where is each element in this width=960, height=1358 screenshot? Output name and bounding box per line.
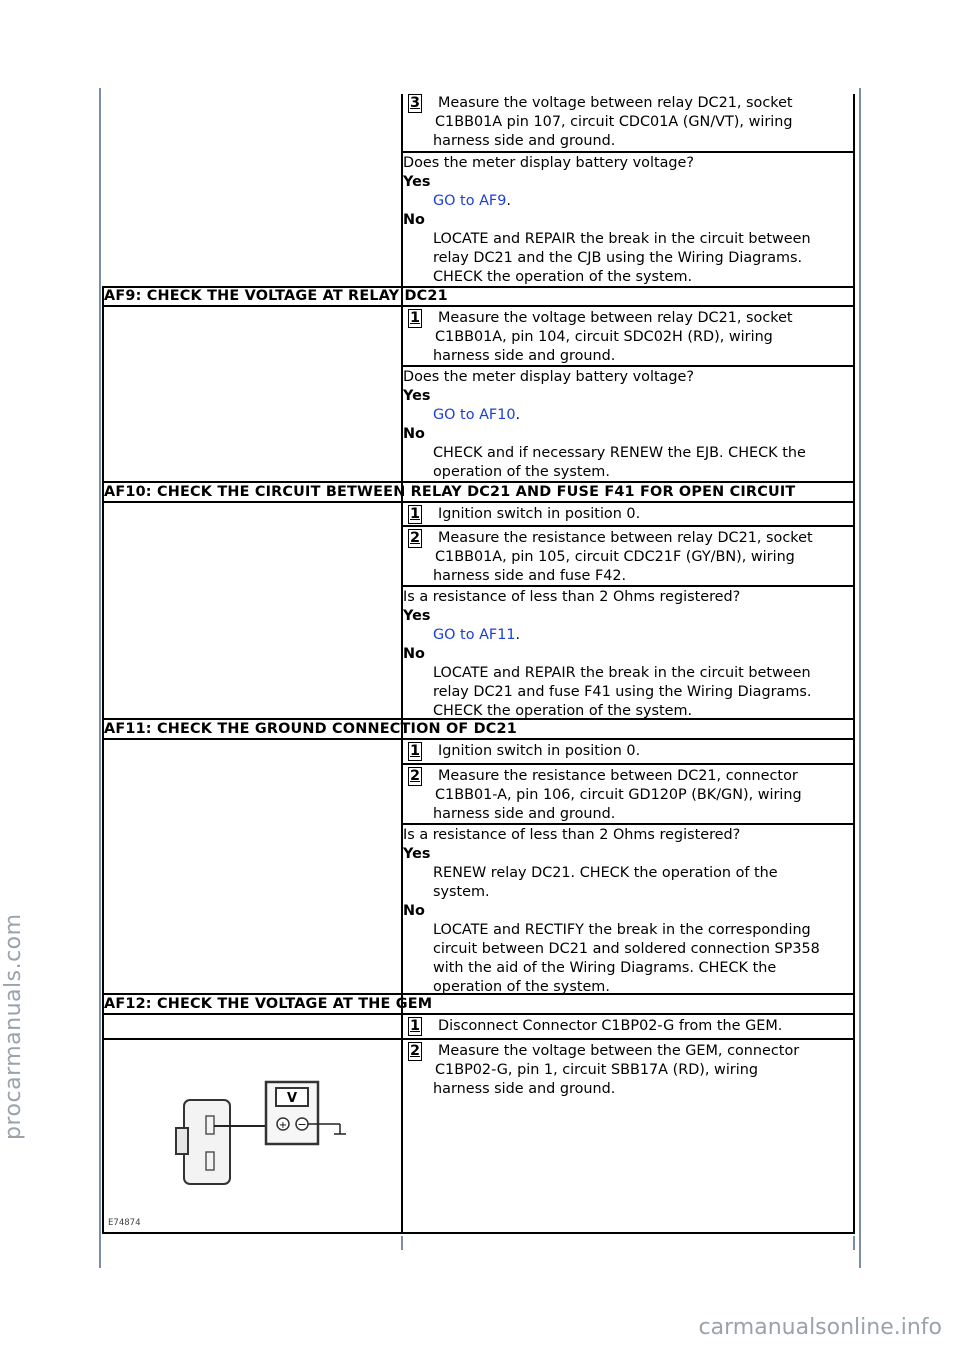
answer-text: relay DC21 and the CJB using the Wiring Diagrams.: [433, 250, 803, 266]
section-title: AF11: CHECK THE GROUND CONNECTION OF DC21: [104, 721, 517, 737]
answer-text: operation of the system.: [433, 979, 610, 995]
no-label: No: [403, 903, 425, 919]
answer-text: operation of the system.: [433, 464, 610, 480]
step-text: harness side and ground.: [433, 348, 616, 364]
watermark-bottom: carmanualsonline.info: [698, 1315, 942, 1340]
af10-step1: [405, 505, 851, 524]
goto-af10-link[interactable]: GO to AF10: [433, 407, 516, 423]
answer-text: with the aid of the Wiring Diagrams. CHECK the: [433, 960, 777, 976]
rule: [102, 1038, 855, 1040]
rule: [102, 1232, 855, 1234]
watermark-side: procarmanuals.com: [1, 913, 26, 1140]
voltmeter-connector-figure: [170, 1078, 360, 1193]
step-number: 1: [410, 1018, 421, 1034]
af9-result: [403, 368, 853, 482]
table-left-border: [102, 286, 104, 1234]
af12-step1: [405, 1017, 851, 1036]
figure-caption: E74874: [108, 1218, 141, 1228]
connector-body: [184, 1100, 230, 1184]
step-text: harness side and ground.: [433, 806, 616, 822]
answer-text: LOCATE and REPAIR the break in the circuit between: [433, 665, 811, 681]
connector-latch: [176, 1128, 188, 1154]
step-text: harness side and ground.: [433, 1081, 616, 1097]
plus-glyph: +: [278, 1120, 288, 1131]
question-text: Does the meter display battery voltage?: [403, 155, 695, 171]
af9-heading-row: [0, 287, 853, 306]
step-number: 2: [410, 768, 421, 784]
section-title: AF10: CHECK THE CIRCUIT BETWEEN RELAY DC21 AND FUSE F41 FOR OPEN CIRCUIT: [104, 484, 796, 500]
af10-step2: [405, 529, 851, 586]
step-text: C1BP02-G, pin 1, circuit SBB17A (RD), wiring: [435, 1062, 758, 1078]
step-number: 1: [410, 310, 421, 326]
step-text: C1BB01A, pin 104, circuit SDC02H (RD), wiring: [435, 329, 773, 345]
af9-step1: [405, 309, 851, 366]
no-label: No: [403, 646, 425, 662]
step-text: Measure the resistance between relay DC21, socket: [438, 530, 813, 546]
af11-step2: [405, 767, 851, 824]
rule: [401, 525, 855, 527]
punct: .: [515, 627, 521, 643]
answer-text: RENEW relay DC21. CHECK the operation of the: [433, 865, 778, 881]
bottom-tick: [853, 1236, 855, 1250]
answer-text: system.: [433, 884, 490, 900]
af8-result: [403, 154, 853, 287]
af8-step3: [405, 94, 851, 151]
step-text: C1BB01A pin 107, circuit CDC01A (GN/VT), wiring: [435, 114, 793, 130]
question-text: Is a resistance of less than 2 Ohms registered?: [403, 827, 741, 843]
section-title: AF9: CHECK THE VOLTAGE AT RELAY DC21: [104, 288, 448, 304]
step-number: 3: [410, 95, 421, 111]
question-text: Does the meter display battery voltage?: [403, 369, 695, 385]
step-number: 1: [410, 743, 421, 759]
no-label: No: [403, 426, 425, 442]
page-right-rule: [859, 88, 861, 1268]
step-text: Measure the resistance between DC21, connector: [438, 768, 798, 784]
page-left-rule: [99, 88, 101, 1268]
bottom-tick: [401, 1236, 403, 1250]
step-text: Measure the voltage between relay DC21, socket: [438, 95, 793, 111]
answer-text: CHECK the operation of the system.: [433, 269, 693, 285]
af11-step1: [405, 742, 851, 761]
answer-text: relay DC21 and fuse F41 using the Wiring Diagrams.: [433, 684, 812, 700]
step-text: harness side and fuse F42.: [433, 568, 627, 584]
af11-result: [403, 826, 853, 997]
section-title: AF12: CHECK THE VOLTAGE AT THE GEM: [104, 996, 433, 1012]
punct: .: [515, 407, 521, 423]
answer-text: LOCATE and REPAIR the break in the circuit between: [433, 231, 811, 247]
yes-label: Yes: [403, 174, 431, 190]
step-number: 1: [410, 506, 421, 522]
step-text: Ignition switch in position 0.: [438, 506, 641, 522]
rule: [401, 151, 855, 153]
af10-heading-row: [0, 483, 853, 502]
answer-text: LOCATE and RECTIFY the break in the corresponding: [433, 922, 811, 938]
af12-heading-row: [0, 995, 853, 1014]
af12-step2: [405, 1042, 851, 1099]
step-text: Measure the voltage between relay DC21, socket: [438, 310, 793, 326]
step-number: 2: [410, 530, 421, 546]
step-text: C1BB01-A, pin 106, circuit GD120P (BK/GN), wiring: [435, 787, 802, 803]
voltmeter-label: V: [286, 1091, 298, 1106]
yes-label: Yes: [403, 388, 431, 404]
answer-text: circuit between DC21 and soldered connection SP358: [433, 941, 820, 957]
table-left-border-top: [102, 94, 104, 286]
goto-af9-link[interactable]: GO to AF9: [433, 193, 507, 209]
rule: [401, 763, 855, 765]
step-text: Ignition switch in position 0.: [438, 743, 641, 759]
step-text: Disconnect Connector C1BP02-G from the GEM.: [438, 1018, 783, 1034]
step-text: Measure the voltage between the GEM, connector: [438, 1043, 800, 1059]
answer-text: CHECK the operation of the system.: [433, 703, 693, 719]
question-text: Is a resistance of less than 2 Ohms registered?: [403, 589, 741, 605]
no-label: No: [403, 212, 425, 228]
minus-glyph: −: [297, 1118, 307, 1131]
af10-result: [403, 588, 853, 721]
step-text: harness side and ground.: [433, 133, 616, 149]
answer-text: CHECK and if necessary RENEW the EJB. CHECK the: [433, 445, 806, 461]
goto-af11-link[interactable]: GO to AF11: [433, 627, 516, 643]
af11-heading-row: [0, 720, 853, 739]
yes-label: Yes: [403, 846, 431, 862]
step-text: C1BB01A, pin 105, circuit CDC21F (GY/BN), wiring: [435, 549, 795, 565]
yes-label: Yes: [403, 608, 431, 624]
table-right-border: [853, 94, 855, 1234]
punct: .: [506, 193, 511, 209]
step-number: 2: [410, 1043, 421, 1059]
